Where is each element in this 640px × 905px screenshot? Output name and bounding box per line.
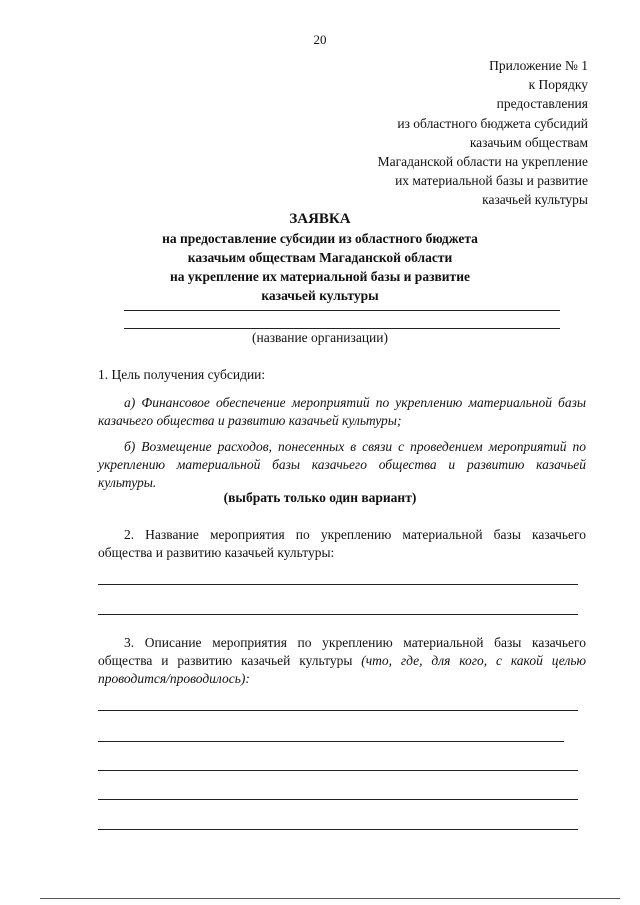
- org-name-line[interactable]: [124, 328, 560, 329]
- section-3-answer-line[interactable]: [98, 829, 578, 830]
- appendix-line: Приложение № 1: [489, 58, 588, 73]
- section-3-text-main: 3. Описание мероприятия по укреплению материальной базы казачьего общества и развитию казачьей культуры: [98, 635, 586, 668]
- choose-one-note: (выбрать только один вариант): [223, 490, 417, 505]
- section-1-heading: 1. Цель получения субсидии:: [98, 367, 266, 382]
- section-3-answer-line[interactable]: [98, 799, 578, 800]
- section-1-option-a: а) Финансовое обеспечение мероприятий по укреплению материальной базы казачьего общества и развитию казачьей культуры;: [98, 395, 586, 428]
- page-bottom-divider: [40, 898, 620, 899]
- appendix-line: из областного бюджета субсидий: [397, 115, 588, 131]
- appendix-line: предоставления: [496, 96, 588, 112]
- section-2-text: 2. Название мероприятия по укреплению материальной базы казачьего общества и развитию казачьей культуры:: [98, 527, 586, 560]
- org-name-line[interactable]: [124, 310, 560, 311]
- appendix-line: казачьей культуры: [482, 192, 588, 208]
- title-line: казачьей культуры: [261, 288, 379, 303]
- title-line: на укрепление их материальной базы и развитие: [170, 269, 470, 284]
- appendix-line: Магаданской области на укрепление: [377, 154, 588, 170]
- org-name-caption: (название организации): [251, 330, 389, 345]
- title-main: ЗАЯВКА: [289, 211, 351, 227]
- appendix-line: к Порядку: [528, 77, 588, 93]
- appendix-line: казачьим обществам: [469, 134, 588, 150]
- page-number: 20: [313, 32, 327, 47]
- title-line: на предоставление субсидии из областного бюджета: [162, 231, 478, 246]
- title-line: казачьим обществам Магаданской области: [187, 250, 453, 265]
- section-3-answer-line[interactable]: [98, 770, 578, 771]
- appendix-line: их материальной базы и развитие: [395, 173, 588, 189]
- section-3-answer-line[interactable]: [98, 741, 564, 742]
- section-2-answer-line[interactable]: [98, 584, 578, 585]
- section-3-answer-line[interactable]: [98, 710, 578, 711]
- section-2-answer-line[interactable]: [98, 614, 578, 615]
- section-1-option-b: б) Возмещение расходов, понесенных в связи с проведением мероприятий по укреплению материальной базы казачьего общества и развитию казачьей культуры.: [98, 439, 586, 490]
- section-3-text-italic: (что, где, для кого, с какой целью проводится/проводилось):: [98, 653, 586, 686]
- appendix-block: [378, 56, 588, 210]
- document-title: [0, 210, 640, 305]
- section-3-text: [98, 634, 586, 688]
